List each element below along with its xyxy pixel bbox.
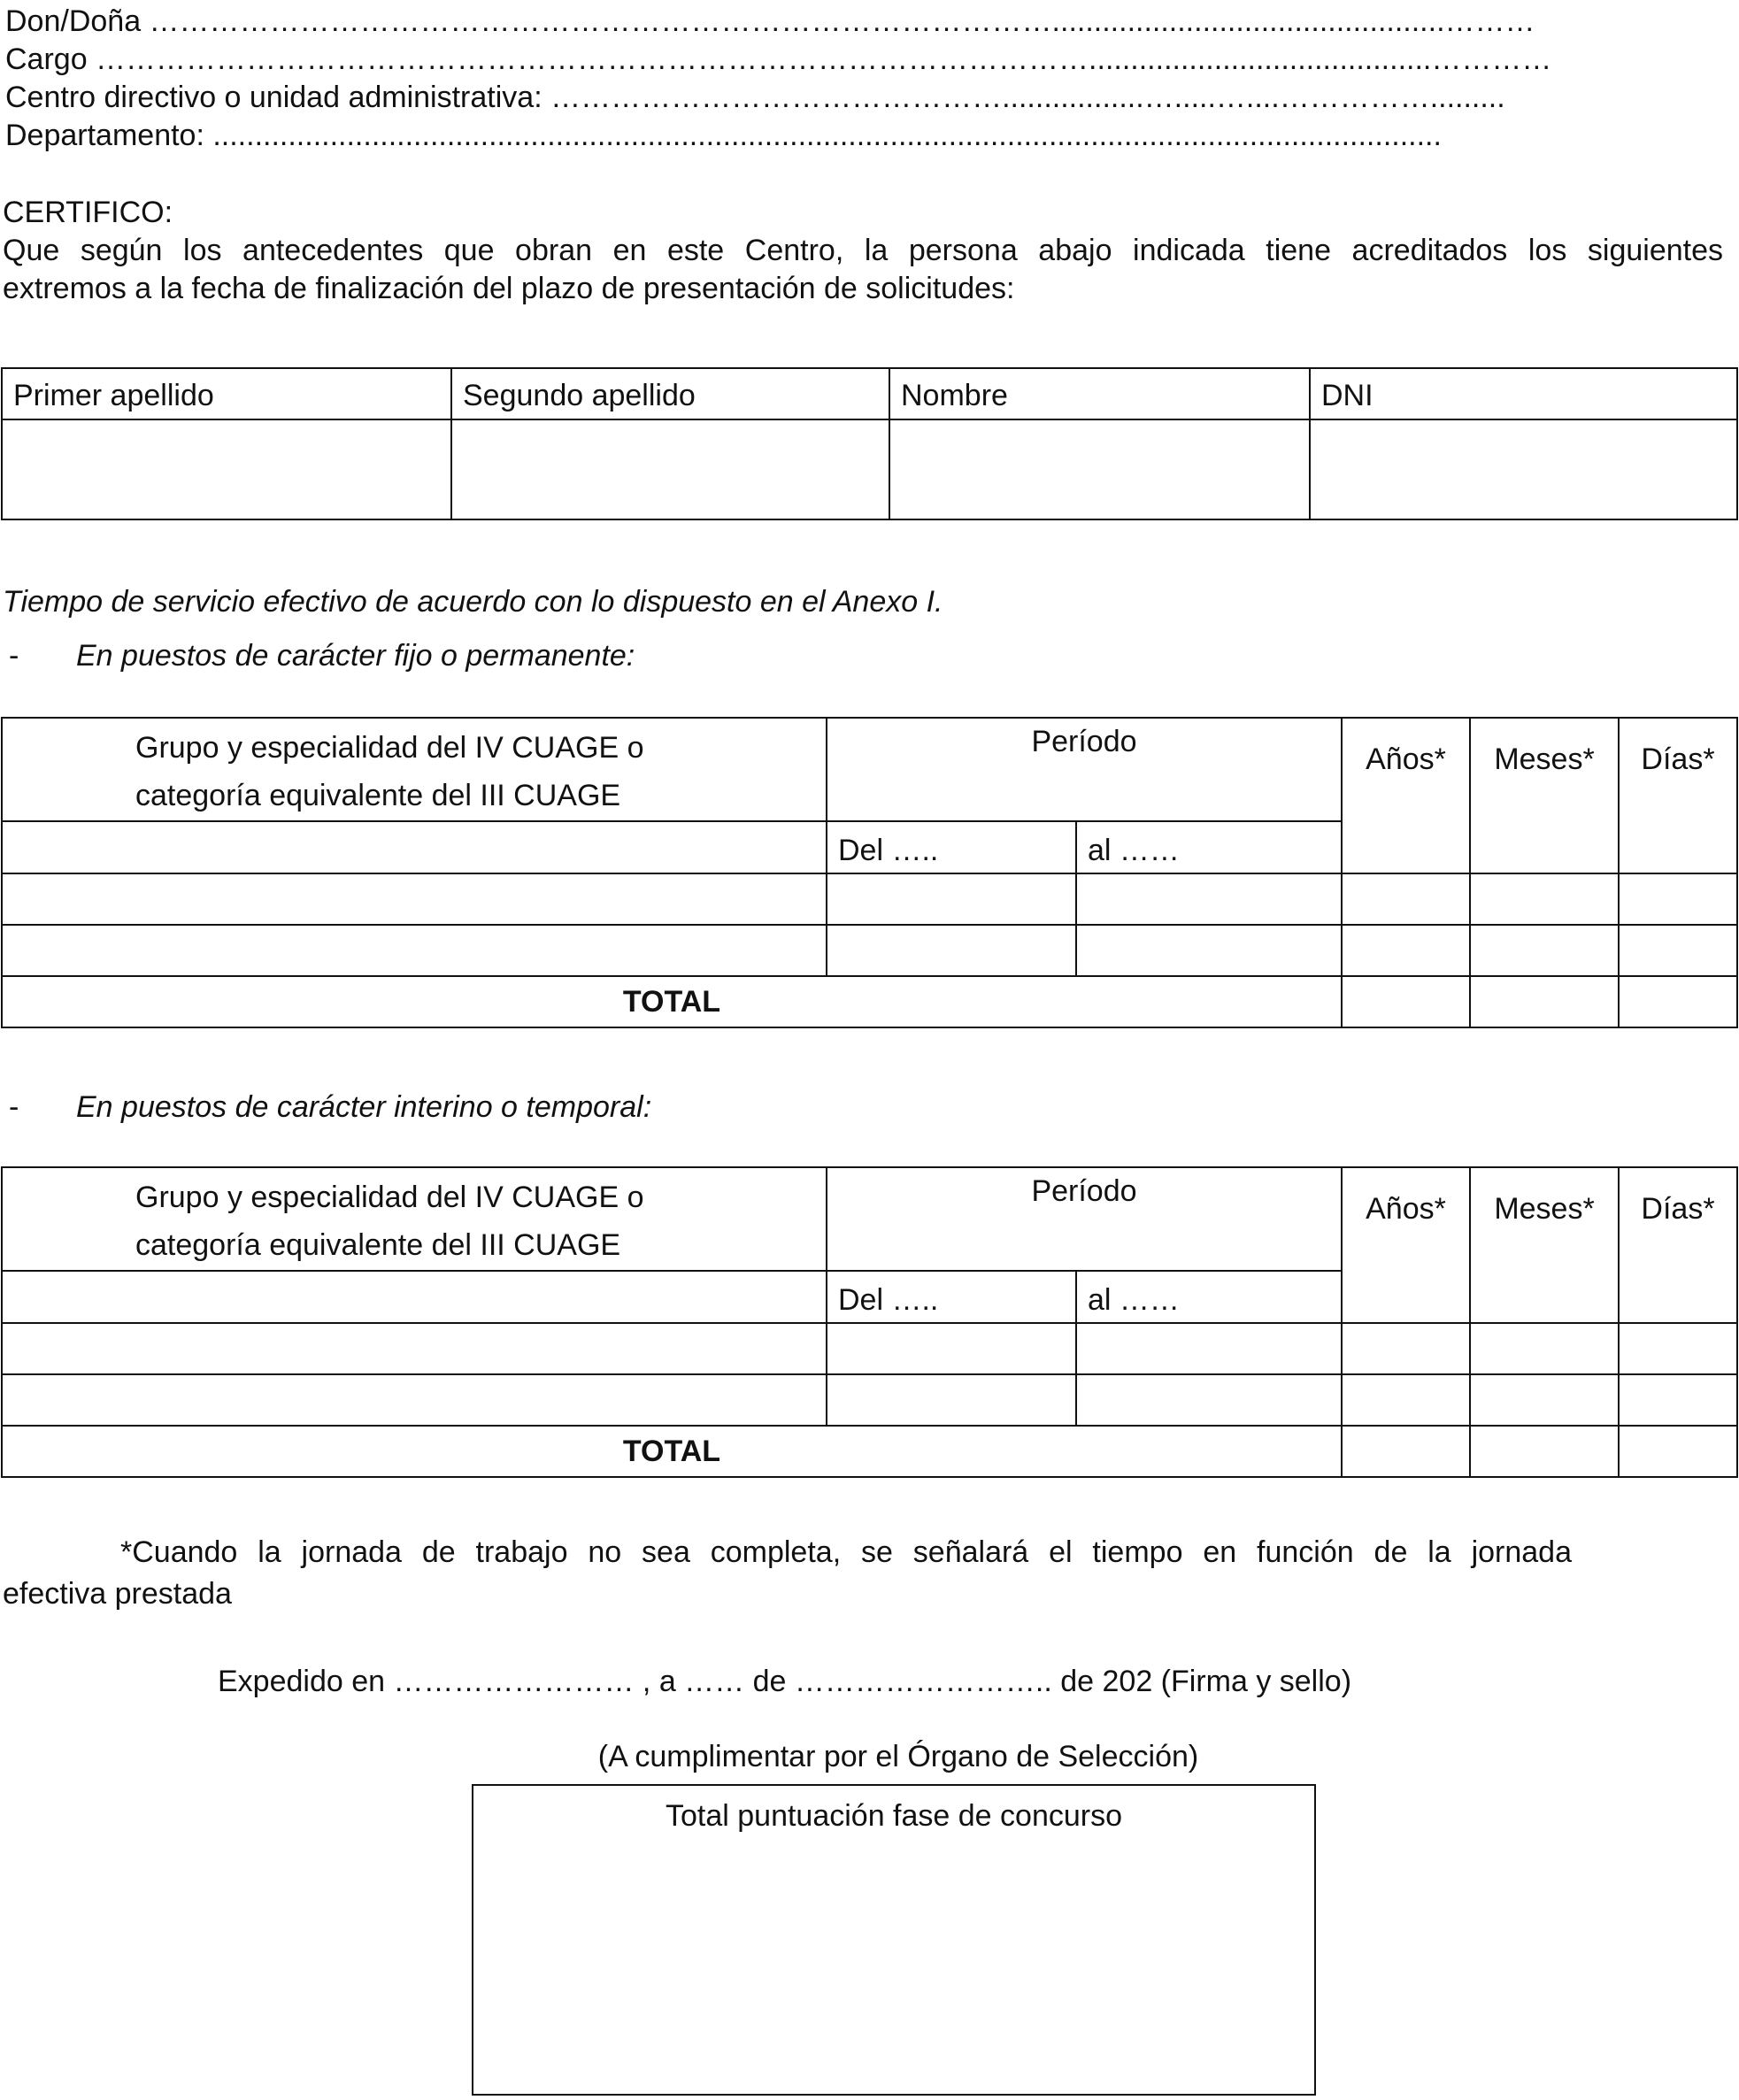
cargo-line: Cargo ……………………………………………………………………………………….........................................………… xyxy=(5,42,1552,76)
header-dni: DNI xyxy=(1310,368,1737,419)
al-header: al …… xyxy=(1076,1271,1342,1323)
group-header xyxy=(2,718,827,821)
cell-al[interactable] xyxy=(1076,1323,1342,1374)
certifico-text-line2: extremos a la fecha de finalización del plazo de presentación de solicitudes: xyxy=(3,272,1015,305)
table-row xyxy=(2,925,1737,976)
cell-dias[interactable] xyxy=(1619,1374,1737,1426)
cell-group[interactable] xyxy=(2,873,827,925)
cell-group[interactable] xyxy=(2,1323,827,1374)
table-row xyxy=(2,1323,1737,1374)
cell-meses[interactable] xyxy=(1470,873,1619,925)
total-puntuacion-box[interactable] xyxy=(472,1784,1316,2096)
cell-del[interactable] xyxy=(827,1323,1076,1374)
anos-header: Años* xyxy=(1342,1167,1470,1323)
dash-temp: - xyxy=(9,1090,19,1124)
group-subheader-cell xyxy=(2,821,827,873)
del-header: Del ….. xyxy=(827,821,1076,873)
cell-del[interactable] xyxy=(827,925,1076,976)
periodo-header: Período xyxy=(827,718,1342,821)
service-title: Tiempo de servicio efectivo de acuerdo con lo dispuesto en el Anexo I. xyxy=(3,585,943,619)
expedido-line: Expedido en …………………… , a …… de …………………….. de 202 (Firma y sello) xyxy=(218,1665,1352,1698)
fixed-service-table xyxy=(1,717,1738,1028)
header-primer-apellido: Primer apellido xyxy=(2,368,451,419)
group-subheader-cell xyxy=(2,1271,827,1323)
cell-dni[interactable] xyxy=(1310,419,1737,519)
dias-header: Días* xyxy=(1619,1167,1737,1323)
cell-dias[interactable] xyxy=(1619,925,1737,976)
cell-primer-apellido[interactable] xyxy=(2,419,451,519)
total-dias[interactable] xyxy=(1619,976,1737,1027)
temp-service-table xyxy=(1,1166,1738,1478)
dash-fixed: - xyxy=(9,639,19,673)
total-row xyxy=(2,1426,1737,1477)
group-header xyxy=(2,1167,827,1271)
total-anos[interactable] xyxy=(1342,1426,1470,1477)
cell-nombre[interactable] xyxy=(889,419,1310,519)
total-dias[interactable] xyxy=(1619,1426,1737,1477)
periodo-header: Período xyxy=(827,1167,1342,1271)
fixed-label: En puestos de carácter fijo o permanente: xyxy=(76,639,635,673)
footnote-line1: *Cuando la jornada de trabajo no sea completa, se señalará el tiempo en función de la jornada xyxy=(120,1535,1572,1569)
certifico-text-line1: Que según los antecedentes que obran en este Centro, la persona abajo indicada tiene acreditados los siguientes xyxy=(3,234,1723,267)
cell-meses[interactable] xyxy=(1470,1323,1619,1374)
total-label: TOTAL xyxy=(2,976,1342,1027)
del-header: Del ….. xyxy=(827,1271,1076,1323)
cell-meses[interactable] xyxy=(1470,925,1619,976)
temp-label: En puestos de carácter interino o temporal: xyxy=(76,1090,652,1124)
footnote-line2: efectiva prestada xyxy=(3,1577,232,1611)
cell-dias[interactable] xyxy=(1619,1323,1737,1374)
cell-group[interactable] xyxy=(2,925,827,976)
cell-al[interactable] xyxy=(1076,1374,1342,1426)
don-dona-line: Don/Doña ………………………………………………………………………………...............................................……… xyxy=(5,4,1535,38)
cell-anos[interactable] xyxy=(1342,873,1470,925)
dias-header: Días* xyxy=(1619,718,1737,873)
cell-segundo-apellido[interactable] xyxy=(451,419,889,519)
meses-header: Meses* xyxy=(1470,1167,1619,1323)
cell-anos[interactable] xyxy=(1342,1323,1470,1374)
total-anos[interactable] xyxy=(1342,976,1470,1027)
centro-directivo-line: Centro directivo o unidad administrativa: ……………………………………….................….....…....……………......... xyxy=(5,81,1505,114)
cell-del[interactable] xyxy=(827,1374,1076,1426)
cell-anos[interactable] xyxy=(1342,1374,1470,1426)
total-puntuacion-label: Total puntuación fase de concurso xyxy=(665,1799,1122,1833)
cell-del[interactable] xyxy=(827,873,1076,925)
al-header: al …… xyxy=(1076,821,1342,873)
person-table xyxy=(1,367,1738,520)
cell-group[interactable] xyxy=(2,1374,827,1426)
group-header-line2: categoría equivalente del III CUAGE xyxy=(135,779,621,812)
total-row xyxy=(2,976,1737,1027)
table-row xyxy=(2,873,1737,925)
table-row xyxy=(2,1374,1737,1426)
anos-header: Años* xyxy=(1342,718,1470,873)
group-header-line2: categoría equivalente del III CUAGE xyxy=(135,1228,621,1262)
cell-anos[interactable] xyxy=(1342,925,1470,976)
meses-header: Meses* xyxy=(1470,718,1619,873)
total-label: TOTAL xyxy=(2,1426,1342,1477)
cell-al[interactable] xyxy=(1076,873,1342,925)
total-meses[interactable] xyxy=(1470,976,1619,1027)
cell-al[interactable] xyxy=(1076,925,1342,976)
header-nombre: Nombre xyxy=(889,368,1310,419)
departamento-line: Departamento: ................................................................................................................................................... xyxy=(5,119,1442,152)
total-meses[interactable] xyxy=(1470,1426,1619,1477)
cell-meses[interactable] xyxy=(1470,1374,1619,1426)
group-header-line1: Grupo y especialidad del IV CUAGE o xyxy=(135,731,644,765)
header-segundo-apellido: Segundo apellido xyxy=(451,368,889,419)
certifico-title: CERTIFICO: xyxy=(3,196,173,229)
group-header-line1: Grupo y especialidad del IV CUAGE o xyxy=(135,1181,644,1214)
cell-dias[interactable] xyxy=(1619,873,1737,925)
organo-label: (A cumplimentar por el Órgano de Selección) xyxy=(597,1740,1199,1773)
